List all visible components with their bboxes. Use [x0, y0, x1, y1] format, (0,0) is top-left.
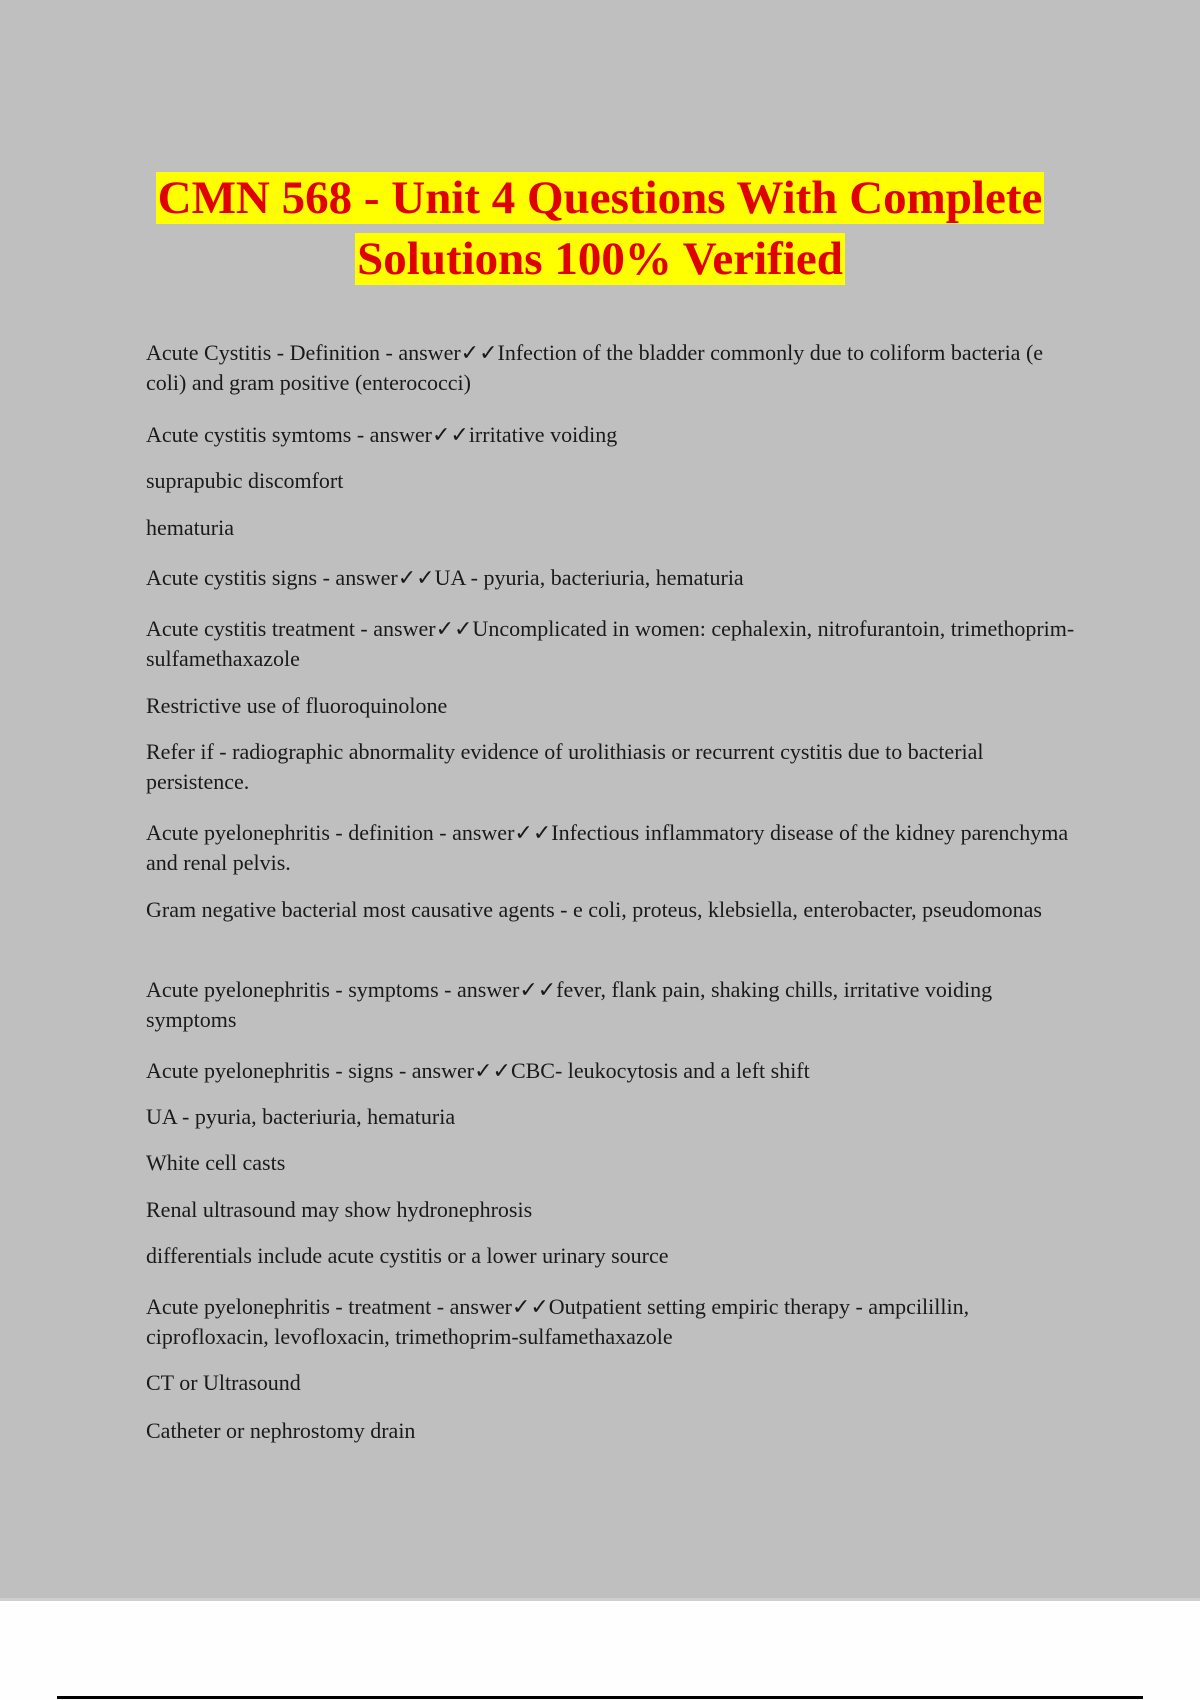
paragraph: Renal ultrasound may show hydronephrosis	[146, 1197, 533, 1222]
paragraph: UA - pyuria, bacteriuria, hematuria	[146, 1104, 456, 1129]
paragraph: CT or Ultrasound	[146, 1370, 301, 1395]
paragraph: Acute pyelonephritis - signs - answer✓✓CBC- leukocytosis and a left shift	[146, 1058, 810, 1083]
paragraph: Acute cystitis signs - answer✓✓UA - pyuria, bacteriuria, hematuria	[146, 565, 744, 590]
paragraph: Acute cystitis treatment - answer✓✓Uncomplicated in women: cephalexin, nitrofurantoin, trimethoprim-sulfamethaxazole	[146, 616, 1075, 671]
paragraph: differentials include acute cystitis or a lower urinary source	[146, 1243, 669, 1268]
paragraph: Acute pyelonephritis - symptoms - answer✓✓fever, flank pain, shaking chills, irritative voiding symptoms	[146, 977, 993, 1032]
paragraph: Refer if - radiographic abnormality evidence of urolithiasis or recurrent cystitis due to bacterial persistence.	[146, 739, 984, 794]
title-line-1	[0, 170, 1200, 226]
paragraph: hematuria	[146, 515, 234, 540]
page-divider	[57, 1696, 1143, 1699]
paragraph: Restrictive use of fluoroquinolone	[146, 693, 448, 718]
paragraph: Catheter or nephrostomy drain	[146, 1418, 416, 1443]
paragraph: Acute pyelonephritis - definition - answer✓✓Infectious inflammatory disease of the kidney parenchyma and renal pelvis.	[146, 820, 1069, 875]
paragraph: suprapubic discomfort	[146, 468, 344, 493]
title-line-2	[0, 231, 1200, 287]
paragraph: Gram negative bacterial most causative agents - e coli, proteus, klebsiella, enterobacter, pseudomonas	[146, 897, 1042, 922]
paragraph: Acute cystitis symtoms - answer✓✓irritative voiding	[146, 422, 618, 447]
title-highlight-2: Solutions 100% Verified	[357, 233, 843, 285]
title-highlight-1: CMN 568 - Unit 4 Questions With Complete	[157, 172, 1043, 224]
paragraph: White cell casts	[146, 1150, 286, 1175]
paragraph: Acute Cystitis - Definition - answer✓✓Infection of the bladder commonly due to coliform bacteria (e coli) and gram positive (enterococci)	[146, 340, 1044, 395]
paragraph: Acute pyelonephritis - treatment - answer✓✓Outpatient setting empiric therapy - ampcilillin, ciprofloxacin, levofloxacin, trimethoprim-sulfamethaxazole	[146, 1294, 970, 1349]
